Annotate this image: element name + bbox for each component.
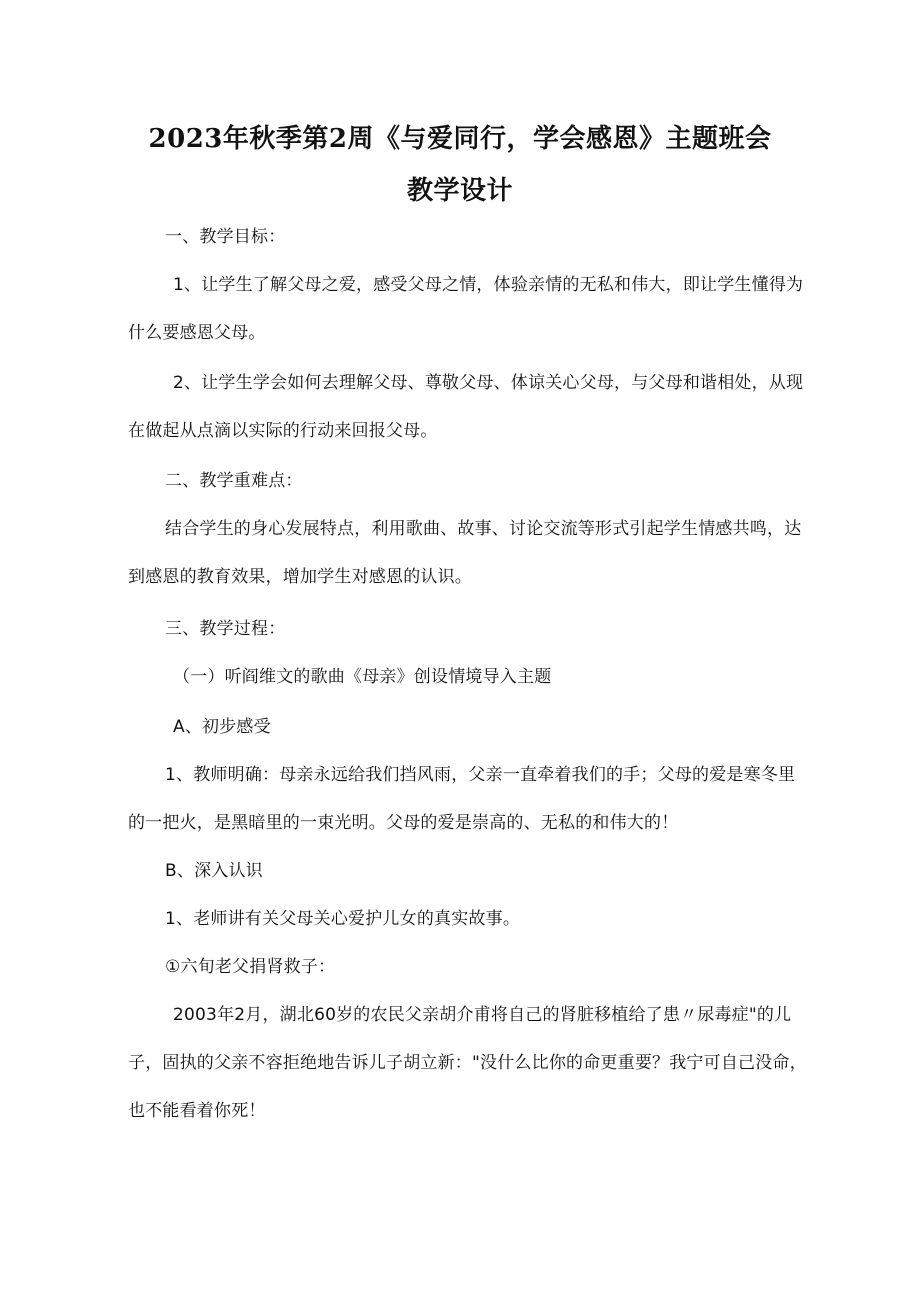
story-1-line-2: 子，固执的父亲不容拒绝地告诉儿子胡立新："没什么比你的命更重要？我宁可自己没命，	[128, 1053, 807, 1073]
section-heading-goals: 一、教学目标：	[165, 227, 286, 247]
story-1-heading: ①六旬老父捐肾救子：	[165, 957, 336, 977]
story-1-line-3: 也不能看着你死！	[128, 1101, 266, 1121]
keypoints-line-1: 结合学生的身心发展特点，利用歌曲、故事、讨论交流等形式引起学生情感共鸣，达	[165, 519, 802, 539]
section-heading-process: 三、教学过程：	[165, 619, 286, 639]
title-line-1: 2023年秋季第2周《与爱同行，学会感恩》主题班会	[148, 124, 772, 154]
goal-1-line-1: 1、让学生了解父母之爱，感受父母之情，体验亲情的无私和伟大，即让学生懂得为	[173, 275, 804, 295]
sub-b-item-1: 1、老师讲有关父母关心爱护儿女的真实故事。	[165, 909, 521, 929]
section-heading-keypoints: 二、教学重难点：	[165, 471, 303, 491]
keypoints-line-2: 到感恩的教育效果，增加学生对感恩的认识。	[128, 567, 472, 587]
sub-a-item-1-line-2: 的一把火，是黑暗里的一束光明。父母的爱是崇高的、无私的和伟大的！	[128, 813, 679, 833]
goal-2-line-1: 2、让学生学会如何去理解父母、尊敬父母、体谅关心父母，与父母和谐相处，从现	[173, 373, 804, 393]
story-1-line-1: 2003年2月，湖北60岁的农民父亲胡介甫将自己的肾脏移植给了患〃尿毒症"的儿	[173, 1005, 792, 1025]
title-line-2: 教学设计	[406, 176, 513, 206]
step-1-heading: （一）听阎维文的歌曲《母亲》创设情境导入主题	[173, 667, 552, 687]
goal-2-line-2: 在做起从点滴以实际的行动来回报父母。	[128, 421, 438, 441]
sub-b-heading: B、深入认识	[165, 861, 263, 881]
sub-a-heading: A、初步感受	[173, 717, 271, 737]
sub-a-item-1-line-1: 1、教师明确：母亲永远给我们挡风雨，父亲一直牵着我们的手；父母的爱是寒冬里	[165, 765, 796, 785]
goal-1-line-2: 什么要感恩父母。	[128, 323, 266, 343]
